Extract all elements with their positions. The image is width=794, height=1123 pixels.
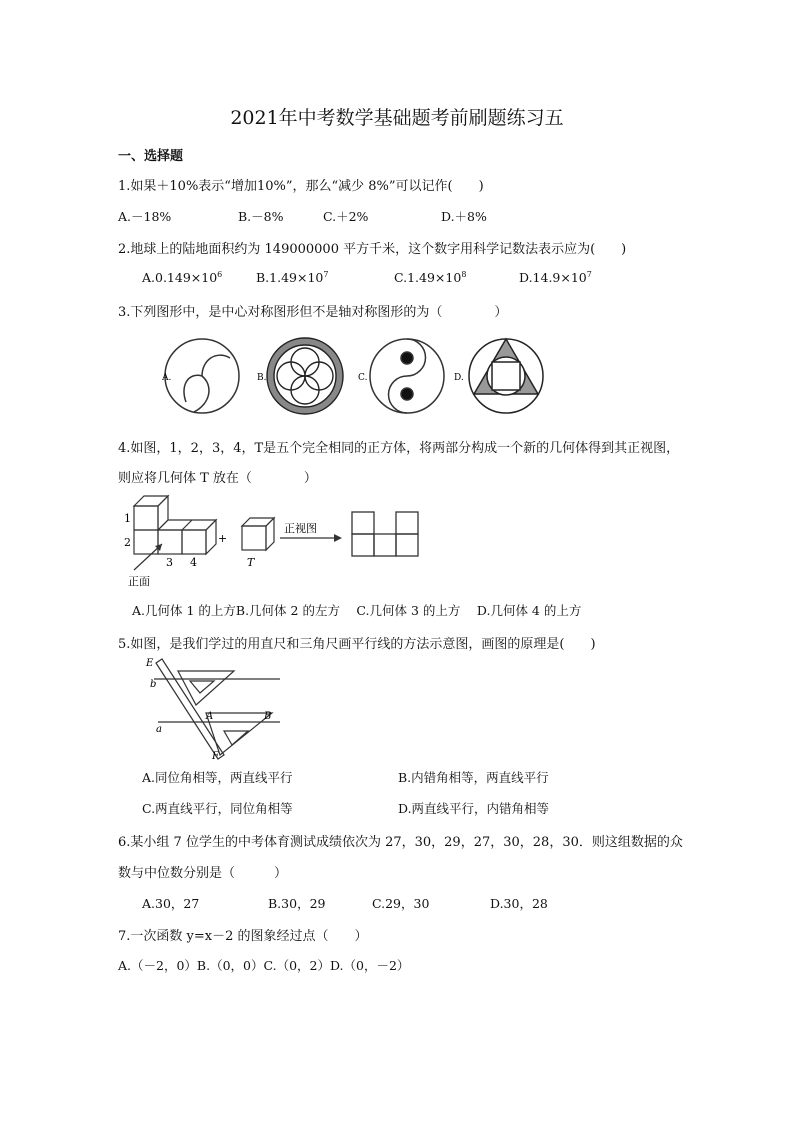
- view-arrow-head: [334, 534, 342, 542]
- question-6-option-b: B.30，29: [268, 896, 326, 911]
- cube-label-2: 2: [124, 536, 131, 549]
- question-4-text-line2: 则应将几何体 T 放在（ ）: [118, 471, 317, 486]
- question-4-figure: [120, 492, 430, 592]
- cube-t-label: T: [247, 556, 255, 569]
- question-1-option-d: D.＋8%: [441, 209, 487, 224]
- figure-d-triangle-square: [469, 339, 543, 413]
- cube-label-1: 1: [124, 512, 131, 525]
- question-6-option-c: C.29，30: [372, 896, 430, 911]
- question-6-text-line2: 数与中位数分别是（ ）: [118, 866, 288, 881]
- figure-c-label: C.: [358, 373, 368, 383]
- question-7-options: A.（－2，0）B.（0，0）C.（0，2）D.（0，－2）: [118, 958, 410, 973]
- triangle-lower: [206, 713, 272, 755]
- question-2-option-a: $A.0.149\times 10^6$: [142, 269, 223, 285]
- question-1-text: 1.如果＋10%表示“增加10%”，那么“减少 8%”可以记作( ): [118, 179, 484, 194]
- cube-t: [242, 518, 274, 550]
- label-b-line: b: [150, 679, 157, 690]
- question-6-text-line1: 6.某小组 7 位学生的中考体育测试成绩依次为 27，30，29，27，30，28，30．则这组数据的众: [118, 835, 683, 850]
- question-3-figures: [150, 330, 550, 422]
- front-view-grid: [352, 512, 418, 556]
- page-title: 2021年中考数学基础题考前刷题练习五: [230, 107, 564, 129]
- question-4-text-line1: 4.如图，1，2，3，4，T是五个完全相同的正方体，将两部分构成一个新的几何体得到其正视图，: [118, 441, 680, 456]
- question-5-option-a: A.同位角相等，两直线平行: [142, 770, 293, 785]
- figure-c-yinyang: [370, 339, 444, 413]
- triangle-lower-inner: [224, 731, 248, 745]
- question-1-option-b: B.－8%: [238, 209, 284, 224]
- question-1-option-a: A.－18%: [118, 209, 172, 224]
- question-5-option-b: B.内错角相等，两直线平行: [398, 770, 549, 785]
- question-5-option-d: D.两直线平行，内错角相等: [398, 801, 550, 816]
- figure-b-flower: [267, 338, 343, 414]
- question-2-option-d: $D.14.9\times 10^7$: [519, 269, 592, 285]
- question-5-figure: [142, 655, 292, 765]
- plus-sign: +: [218, 532, 228, 545]
- section-heading: 一、选择题: [118, 149, 184, 164]
- view-arrow-label: 正视图: [284, 522, 317, 535]
- label-e: E: [146, 658, 154, 669]
- question-2-option-c: $C.1.49\times 10^8$: [394, 269, 467, 285]
- ruler: [156, 659, 224, 759]
- figure-a-swirl: [165, 339, 239, 413]
- question-7-text: 7.一次函数 y=x－2 的图象经过点（ ）: [118, 929, 368, 944]
- question-4-options: A.几何体 1 的上方B.几何体 2 的左方 C.几何体 3 的上方 D.几何体 4 的上方: [132, 603, 582, 618]
- label-a-line: a: [156, 724, 162, 735]
- cube-stack: [134, 496, 216, 554]
- question-6-option-d: D.30，28: [490, 896, 548, 911]
- triangle-upper-inner: [190, 681, 214, 693]
- figure-b-label: B.: [257, 373, 267, 383]
- question-1-option-c: C.＋2%: [323, 209, 369, 224]
- label-f: F: [212, 751, 219, 762]
- question-5-text: 5.如图，是我们学过的用直尺和三角尺画平行线的方法示意图，画图的原理是( ): [118, 637, 596, 652]
- label-a-point: A: [206, 711, 214, 722]
- front-label: 正面: [128, 575, 150, 588]
- question-2-text: 2.地球上的陆地面积约为 149000000 平方千米，这个数字用科学记数法表示应为( ): [118, 242, 627, 257]
- question-5-option-c: C.两直线平行，同位角相等: [142, 801, 293, 816]
- question-3-text: 3.下列图形中，是中心对称图形但不是轴对称图形的为（ ）: [118, 305, 508, 320]
- figure-a-label: A.: [162, 373, 172, 383]
- cube-label-3: 3: [166, 556, 173, 569]
- question-2-option-b: $B.1.49\times 10^7$: [256, 269, 329, 285]
- cube-label-4: 4: [190, 556, 197, 569]
- label-b-point: B: [264, 711, 272, 722]
- question-6-option-a: A.30，27: [142, 896, 200, 911]
- figure-d-label: D.: [454, 373, 464, 383]
